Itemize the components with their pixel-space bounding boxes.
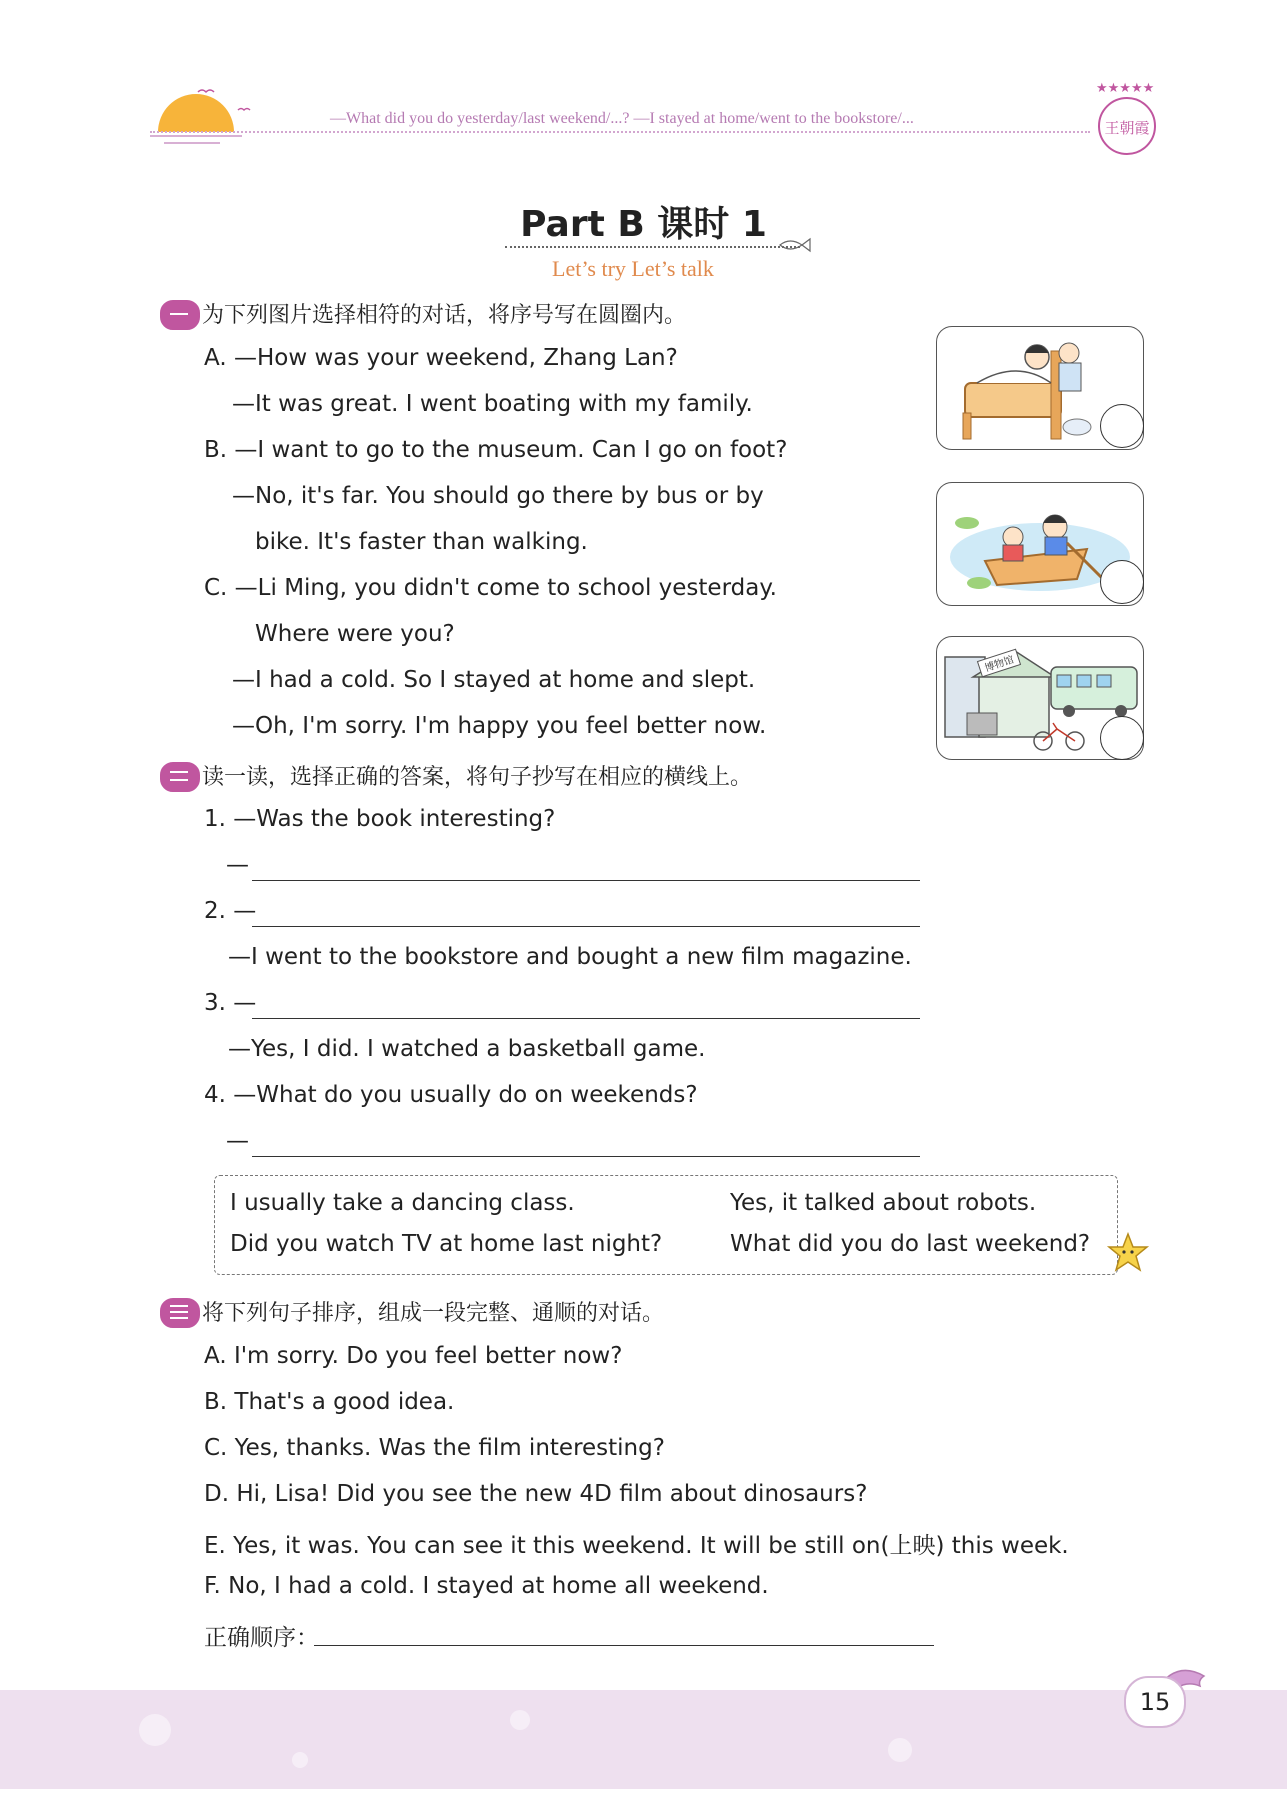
fish-icon xyxy=(778,236,812,258)
section-badge-3 xyxy=(160,1298,200,1328)
s3-item-a: A. I'm sorry. Do you feel better now? xyxy=(204,1343,623,1369)
s1-line-b1: B. —I want to go to the museum. Can I go on foot? xyxy=(204,437,788,463)
svg-text:★★★★★: ★★★★★ xyxy=(1096,81,1155,96)
header-decoration xyxy=(150,80,260,150)
section-2-title: 读一读，选择正确的答案，将句子抄写在相应的横线上。 xyxy=(202,765,753,790)
s2-answer-3: —Yes, I did. I watched a basketball game. xyxy=(228,1036,706,1062)
option-2: Yes, it talked about robots. xyxy=(730,1190,1037,1216)
s1-line-a1: A. —How was your weekend, Zhang Lan? xyxy=(204,345,678,371)
s2-dash-1: — xyxy=(226,852,249,878)
header-divider xyxy=(150,131,1090,133)
s3-item-b: B. That's a good idea. xyxy=(204,1389,455,1415)
museum-sign: 博物馆 xyxy=(983,654,1016,675)
s3-item-f: F. No, I had a cold. I stayed at home all weekend. xyxy=(204,1573,769,1599)
star-mascot-icon xyxy=(1106,1232,1150,1276)
s2-question-2: 2. — xyxy=(204,898,257,924)
section-3-title: 将下列句子排序，组成一段完整、通顺的对话。 xyxy=(202,1301,665,1326)
s3-item-d: D. Hi, Lisa! Did you see the new 4D film about dinosaurs? xyxy=(204,1481,868,1507)
footer-band xyxy=(0,1690,1287,1789)
option-3: Did you watch TV at home last night? xyxy=(230,1231,663,1257)
s2-question-3: 3. — xyxy=(204,990,257,1016)
answer-circle-1[interactable] xyxy=(1100,404,1144,448)
answer-line-1[interactable] xyxy=(252,880,920,881)
s1-line-c3: —I had a cold. So I stayed at home and slept. xyxy=(232,667,756,693)
s2-question-4: 4. —What do you usually do on weekends? xyxy=(204,1082,698,1108)
logo-text: 王朝霞 xyxy=(1104,119,1150,137)
answer-line-2[interactable] xyxy=(252,926,920,927)
title-divider xyxy=(505,246,800,248)
page-number: 15 xyxy=(1124,1676,1186,1728)
section-1-title: 为下列图片选择相符的对话，将序号写在圆圈内。 xyxy=(202,303,687,328)
s2-dash-4: — xyxy=(226,1128,249,1154)
s1-line-c2: Where were you? xyxy=(255,621,455,647)
header-motto: —What did you do yesterday/last weekend/...? —I stayed at home/went to the bookstore/... xyxy=(330,110,914,127)
answer-line-4[interactable] xyxy=(252,1156,920,1157)
option-1: I usually take a dancing class. xyxy=(230,1190,575,1216)
section-badge-1 xyxy=(160,300,200,330)
option-4: What did you do last weekend? xyxy=(730,1231,1091,1257)
sunset-icon xyxy=(150,80,260,150)
answer-line-3[interactable] xyxy=(252,1018,920,1019)
answer-circle-2[interactable] xyxy=(1100,560,1144,604)
s1-line-a2: —It was great. I went boating with my family. xyxy=(232,391,753,417)
s1-line-c1: C. —Li Ming, you didn't come to school yesterday. xyxy=(204,575,777,601)
s2-answer-2: —I went to the bookstore and bought a new film magazine. xyxy=(228,944,912,970)
s1-line-c4: —Oh, I'm sorry. I'm happy you feel better now. xyxy=(232,713,767,739)
s1-line-b3: bike. It's faster than walking. xyxy=(255,529,588,555)
page-subtitle: Let’s try Let’s talk xyxy=(552,256,714,281)
order-answer-line[interactable] xyxy=(314,1645,934,1646)
s2-question-1: 1. —Was the book interesting? xyxy=(204,806,556,832)
page-title: Part B 课时 1 xyxy=(520,204,767,245)
s3-item-c: C. Yes, thanks. Was the film interesting? xyxy=(204,1435,665,1461)
order-label: 正确顺序： xyxy=(204,1625,319,1651)
s3-item-e: E. Yes, it was. You can see it this weekend. It will be still on(上映) this week. xyxy=(204,1533,1069,1559)
answer-circle-3[interactable] xyxy=(1100,716,1144,760)
publisher-logo xyxy=(1088,78,1166,164)
s1-line-b2: —No, it's far. You should go there by bus or by xyxy=(232,483,764,509)
section-badge-2 xyxy=(160,762,200,792)
